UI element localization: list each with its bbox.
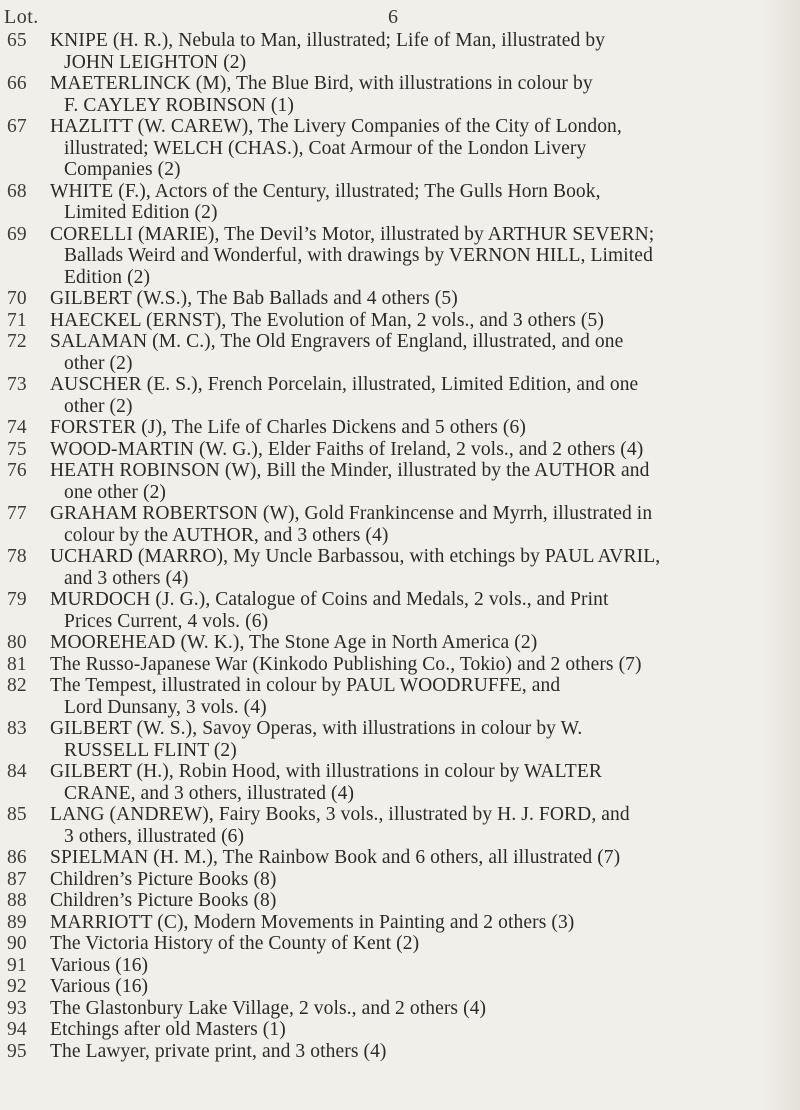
lot-description-continuation: F. CAYLEY ROBINSON (1) <box>64 94 294 116</box>
lot-number: 70 <box>7 288 27 309</box>
lot-entry <box>0 761 800 804</box>
lot-description: Etchings after old Masters (1) <box>50 1019 286 1040</box>
lot-number: 82 <box>7 675 27 696</box>
lot-entry <box>0 955 800 977</box>
lot-entry <box>0 374 800 417</box>
lot-description-continuation: Lord Dunsany, 3 vols. (4) <box>64 696 267 718</box>
lot-description: The Victoria History of the County of Kent (2) <box>50 933 420 954</box>
lot-entry <box>0 675 800 718</box>
lot-number: 68 <box>7 180 27 202</box>
lot-number: 89 <box>7 911 27 933</box>
lot-entry <box>0 288 800 310</box>
lot-number: 86 <box>7 847 27 868</box>
lot-number: 69 <box>7 223 27 245</box>
lot-number: 75 <box>7 438 27 460</box>
lot-entry <box>0 181 800 224</box>
lot-number: 79 <box>7 589 27 610</box>
lot-number: 77 <box>7 503 27 524</box>
lot-entry <box>0 847 800 869</box>
lot-entry <box>0 439 800 461</box>
lot-entry <box>0 890 800 912</box>
lot-entry <box>0 912 800 934</box>
lot-description-continuation: Edition (2) <box>64 266 151 288</box>
lot-entry <box>0 589 800 632</box>
lot-description-continuation: colour by the AUTHOR, and 3 others (4) <box>64 524 389 546</box>
lot-description-continuation: and 3 others (4) <box>64 567 189 589</box>
lot-number: 65 <box>7 30 27 51</box>
lot-entry <box>0 654 800 676</box>
lot-number: 74 <box>7 417 27 438</box>
lot-description: WHITE (F.), Actors of the Century, illustrated; The Gulls Horn Book, <box>50 180 601 202</box>
lot-description: LANG (ANDREW), Fairy Books, 3 vols., illustrated by H. J. FORD, and <box>50 804 630 825</box>
lot-description: HAZLITT (W. CAREW), The Livery Companies of the City of London, <box>50 116 622 137</box>
lot-number: 71 <box>7 309 27 331</box>
lot-entry <box>0 998 800 1020</box>
lot-number: 91 <box>7 954 27 976</box>
lot-number: 84 <box>7 761 27 782</box>
lot-entry <box>0 632 800 654</box>
lot-entry <box>0 417 800 439</box>
lot-description: AUSCHER (E. S.), French Porcelain, illustrated, Limited Edition, and one <box>50 374 639 395</box>
lot-description-continuation: one other (2) <box>64 481 167 503</box>
page-number: 6 <box>388 6 398 28</box>
lot-description-continuation: CRANE, and 3 others, illustrated (4) <box>64 782 355 804</box>
lot-description-continuation: other (2) <box>64 395 133 417</box>
lot-entry <box>0 869 800 891</box>
lot-description: WOOD-MARTIN (W. G.), Elder Faiths of Ireland, 2 vols., and 2 others (4) <box>50 438 644 460</box>
lot-description: MOOREHEAD (W. K.), The Stone Age in North America (2) <box>50 632 538 653</box>
lot-description: Various (16) <box>50 954 149 976</box>
lot-number: 83 <box>7 718 27 739</box>
lot-entry <box>0 546 800 589</box>
lot-number: 72 <box>7 331 27 352</box>
lot-description-continuation: Companies (2) <box>64 159 181 180</box>
lot-number: 85 <box>7 804 27 825</box>
lot-description-continuation: 3 others, illustrated (6) <box>64 825 245 847</box>
lot-description: FORSTER (J), The Life of Charles Dickens and 5 others (6) <box>50 417 526 438</box>
lot-description: GRAHAM ROBERTSON (W), Gold Frankincense and Myrrh, illustrated in <box>50 503 653 524</box>
lot-description: Various (16) <box>50 976 149 997</box>
lot-entry <box>0 310 800 332</box>
lot-entry <box>0 503 800 546</box>
lot-entry <box>0 976 800 998</box>
lot-description: SALAMAN (M. C.), The Old Engravers of England, illustrated, and one <box>50 331 624 352</box>
lot-description-continuation: JOHN LEIGHTON (2) <box>64 51 247 73</box>
lot-description: Children’s Picture Books (8) <box>50 890 277 911</box>
lot-description-continuation: Limited Edition (2) <box>64 202 218 223</box>
lot-description: The Russo-Japanese War (Kinkodo Publishing Co., Tokio) and 2 others (7) <box>50 653 642 675</box>
lot-entry <box>0 331 800 374</box>
lot-description: The Lawyer, private print, and 3 others (4) <box>50 1040 387 1062</box>
lot-description: HAECKEL (ERNST), The Evolution of Man, 2 vols., and 3 others (5) <box>50 309 604 331</box>
lot-number: 94 <box>7 1019 27 1040</box>
lot-number: 66 <box>7 73 27 94</box>
lot-description: The Glastonbury Lake Village, 2 vols., and 2 others (4) <box>50 997 487 1019</box>
lot-entry <box>0 116 800 181</box>
lot-description: GILBERT (H.), Robin Hood, with illustrations in colour by WALTER <box>50 761 602 782</box>
lot-entry <box>0 460 800 503</box>
lot-number: 80 <box>7 632 27 653</box>
lot-description: MARRIOTT (C), Modern Movements in Painting and 2 others (3) <box>50 911 575 933</box>
lot-description: GILBERT (W.S.), The Bab Ballads and 4 others (5) <box>50 288 458 309</box>
lot-number: 87 <box>7 868 27 890</box>
lot-description: The Tempest, illustrated in colour by PAUL WOODRUFFE, and <box>50 675 561 696</box>
lot-number: 81 <box>7 653 27 675</box>
lot-number: 93 <box>7 997 27 1019</box>
lot-entry <box>0 1019 800 1041</box>
lot-description: Children’s Picture Books (8) <box>50 868 277 890</box>
lot-number: 67 <box>7 116 27 137</box>
lot-entry <box>0 933 800 955</box>
lot-entry <box>0 73 800 116</box>
lot-number: 90 <box>7 933 27 954</box>
lot-description-continuation: Ballads Weird and Wonderful, with drawings by VERNON HILL, Limited <box>64 245 653 266</box>
lot-description-continuation: Prices Current, 4 vols. (6) <box>64 610 269 632</box>
lot-description: MURDOCH (J. G.), Catalogue of Coins and Medals, 2 vols., and Print <box>50 589 609 610</box>
lot-description-continuation: other (2) <box>64 352 133 374</box>
lot-number: 76 <box>7 460 27 481</box>
lot-column-heading: Lot. <box>4 6 39 28</box>
lot-entry <box>0 30 800 73</box>
lot-description-continuation: RUSSELL FLINT (2) <box>64 739 237 761</box>
lot-number: 88 <box>7 890 27 911</box>
lot-description: MAETERLINCK (M), The Blue Bird, with illustrations in colour by <box>50 73 593 94</box>
lot-description: UCHARD (MARRO), My Uncle Barbassou, with etchings by PAUL AVRIL, <box>50 546 661 567</box>
lot-description-continuation: illustrated; WELCH (CHAS.), Coat Armour of the London Livery <box>64 137 587 159</box>
lot-entry <box>0 1041 800 1063</box>
lot-entry <box>0 718 800 761</box>
lot-list <box>0 30 800 1062</box>
lot-entry <box>0 224 800 289</box>
lot-entry <box>0 804 800 847</box>
lot-number: 95 <box>7 1040 27 1062</box>
lot-description: HEATH ROBINSON (W), Bill the Minder, illustrated by the AUTHOR and <box>50 460 650 481</box>
lot-description: GILBERT (W. S.), Savoy Operas, with illustrations in colour by W. <box>50 718 583 739</box>
lot-description: SPIELMAN (H. M.), The Rainbow Book and 6 others, all illustrated (7) <box>50 847 621 868</box>
lot-description: CORELLI (MARIE), The Devil’s Motor, illustrated by ARTHUR SEVERN; <box>50 223 655 245</box>
lot-description: KNIPE (H. R.), Nebula to Man, illustrated; Life of Man, illustrated by <box>50 30 606 51</box>
lot-number: 73 <box>7 374 27 395</box>
lot-number: 78 <box>7 546 27 567</box>
lot-number: 92 <box>7 976 27 997</box>
